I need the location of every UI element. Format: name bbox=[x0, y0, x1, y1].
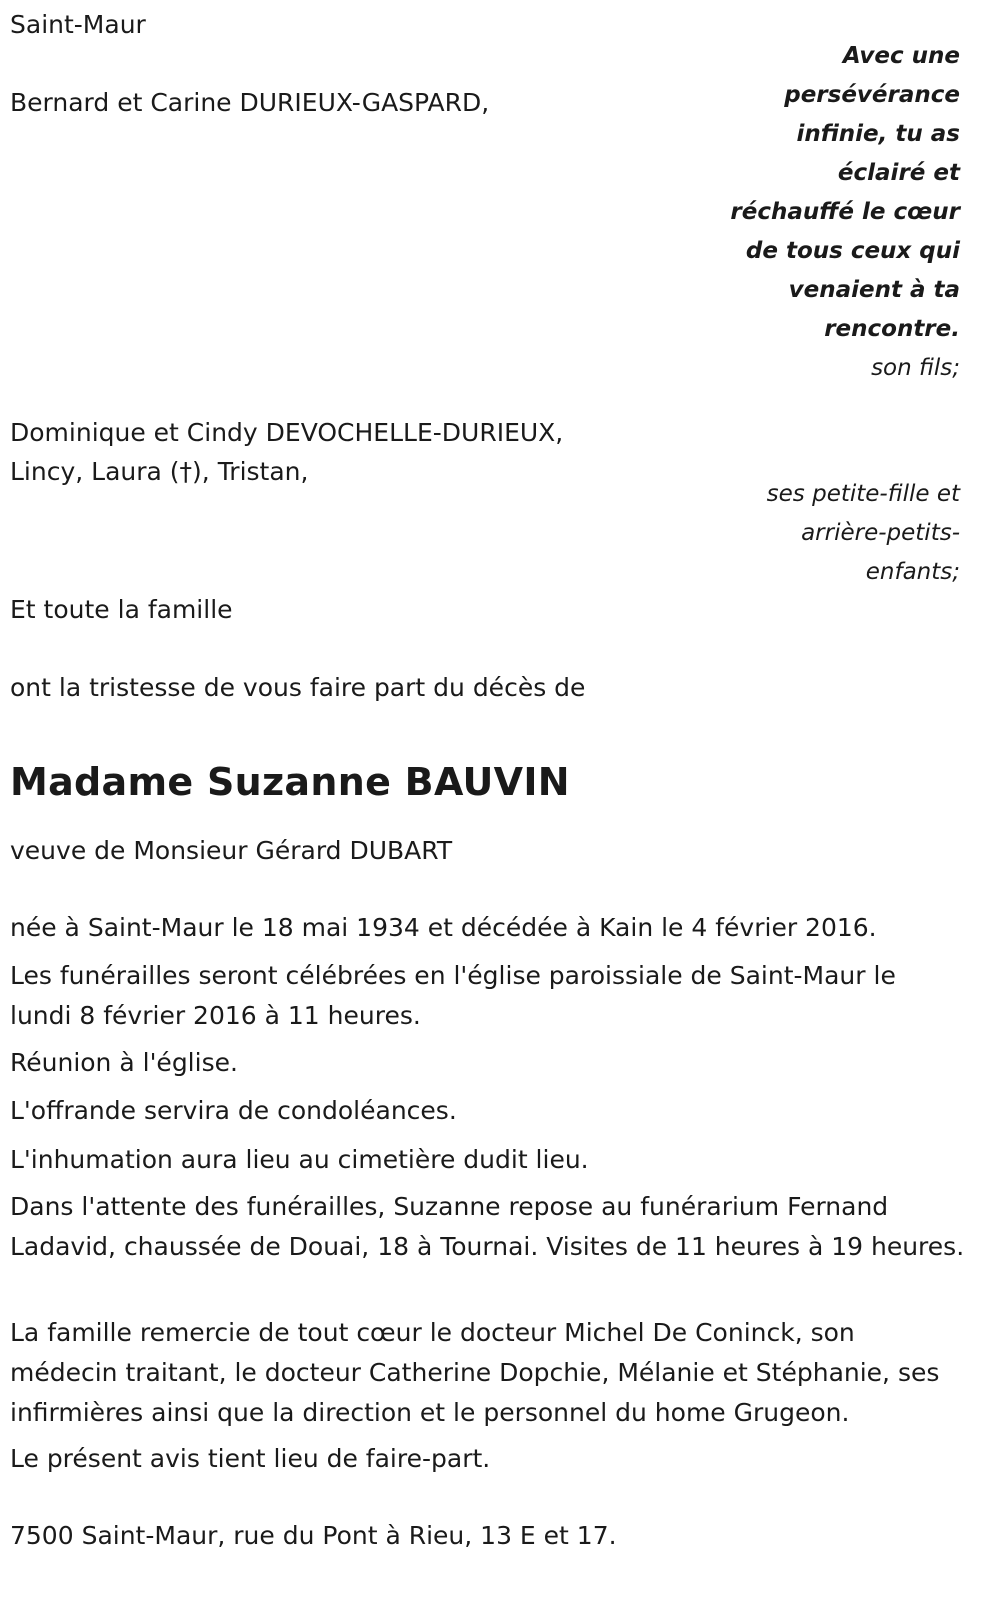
offering-info: L'offrande servira de condoléances. bbox=[10, 1096, 457, 1125]
birth-death-line: née à Saint-Maur le 18 mai 1934 et décédée à Kain le 4 février 2016. bbox=[10, 913, 877, 942]
deceased-name: Madame Suzanne BAUVIN bbox=[10, 760, 570, 804]
relation-grandchildren: ses petite-fille et arrière-petits-enfants; bbox=[766, 481, 960, 585]
family-line-great-grandchildren: Lincy, Laura (†), Tristan, bbox=[10, 457, 309, 486]
burial-info: L'inhumation aura lieu au cimetière dudit lieu. bbox=[10, 1145, 589, 1174]
widow-of: veuve de Monsieur Gérard DUBART bbox=[10, 836, 453, 865]
family-line-grandson: Dominique et Cindy DEVOCHELLE-DURIEUX, bbox=[10, 418, 564, 447]
announcement-intro: ont la tristesse de vous faire part du décès de bbox=[10, 673, 586, 702]
funeral-info: Les funérailles seront célébrées en l'église paroissiale de Saint-Maur le lundi 8 février 2016 à 11 heures. bbox=[10, 961, 896, 1030]
relation-son: son fils; bbox=[871, 355, 960, 381]
meeting-info: Réunion à l'église. bbox=[10, 1048, 238, 1077]
relation-grandchildren-block bbox=[710, 475, 960, 592]
quote-text: Avec une persévérance infinie, tu as éclairé et réchauffé le cœur de tous ceux qui venaient à ta rencontre. bbox=[730, 43, 960, 342]
quote-block bbox=[710, 37, 960, 388]
visitation-info: Dans l'attente des funérailles, Suzanne repose au funérarium Fernand Ladavid, chaussée de Douai, 18 à Tournai. Visites de 11 heures à 19 heures. bbox=[10, 1192, 965, 1261]
family-line-son: Bernard et Carine DURIEUX-GASPARD, bbox=[10, 88, 490, 117]
thanks-text: La famille remercie de tout cœur le docteur Michel De Coninck, son médecin traitant, le docteur Catherine Dopchie, Mélanie et Stéphanie, ses infirmières ainsi que la direction et le personnel du home Grugeon. bbox=[10, 1318, 940, 1427]
address: 7500 Saint-Maur, rue du Pont à Rieu, 13 E et 17. bbox=[10, 1521, 617, 1550]
notice-text: Le présent avis tient lieu de faire-part. bbox=[10, 1444, 491, 1473]
family-line-all: Et toute la famille bbox=[10, 595, 233, 624]
location-header: Saint-Maur bbox=[10, 10, 146, 39]
